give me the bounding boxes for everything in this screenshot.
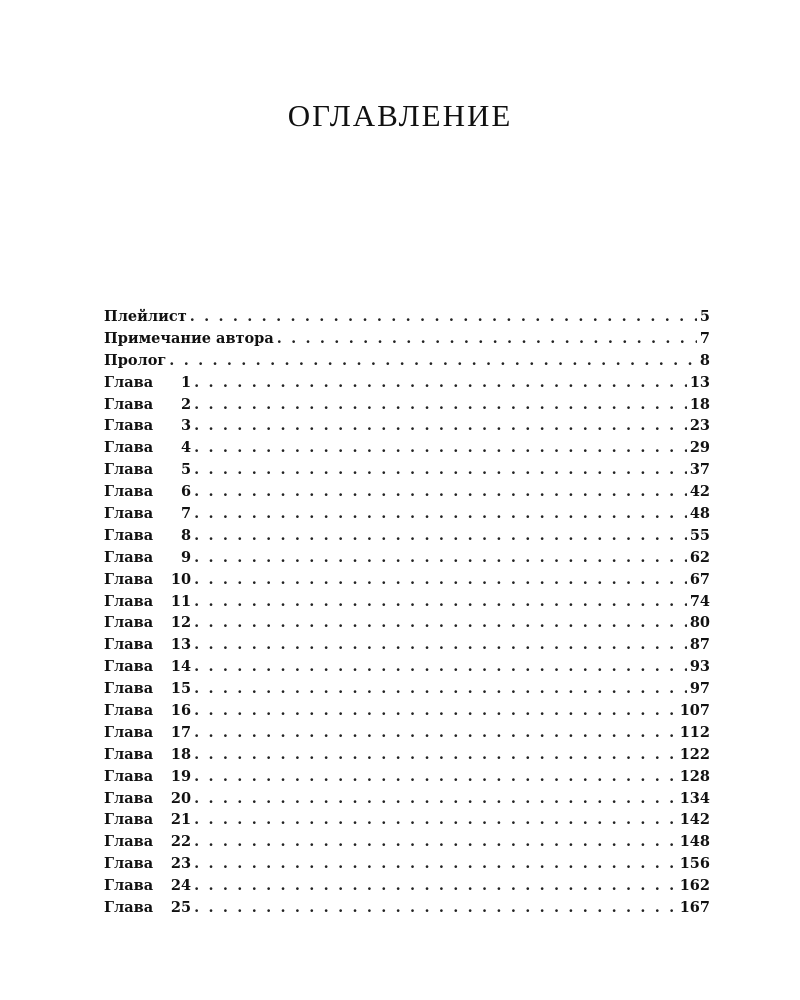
- toc-page-number: 62: [689, 548, 710, 566]
- toc-leader-dots: [194, 372, 687, 394]
- chapter-number: 25: [170, 899, 192, 917]
- toc-leader-dots: [194, 809, 677, 831]
- toc-page-number: 122: [679, 745, 710, 763]
- chapter-number: 24: [170, 877, 192, 895]
- toc-leader-dots: [194, 481, 687, 503]
- chapter-word: Глава: [104, 833, 154, 851]
- toc-leader-dots: [194, 503, 687, 525]
- chapter-number: 16: [170, 702, 192, 720]
- toc-entry-label: [104, 678, 191, 700]
- toc-entry-label: [104, 634, 191, 656]
- chapter-word: Глава: [104, 614, 154, 632]
- toc-entry-label: [104, 809, 191, 831]
- toc-leader-dots: [194, 875, 677, 897]
- chapter-number: 10: [170, 570, 192, 588]
- toc-entry-label: [104, 372, 191, 394]
- toc-leader-dots: [194, 678, 687, 700]
- toc-leader-dots: [194, 744, 677, 766]
- chapter-word: Глава: [104, 373, 154, 391]
- toc-entry-chapter[interactable]: [104, 525, 710, 547]
- toc-page-number: 87: [689, 636, 710, 654]
- chapter-number: 20: [170, 789, 192, 807]
- toc-leader-dots: [194, 831, 677, 853]
- chapter-word: Глава: [104, 702, 154, 720]
- toc-entry-chapter[interactable]: [104, 700, 710, 722]
- toc-entry-author-note[interactable]: [104, 328, 710, 350]
- toc-entry-chapter[interactable]: [104, 634, 710, 656]
- toc-entry-chapter[interactable]: [104, 372, 710, 394]
- chapter-number: 3: [181, 417, 192, 435]
- toc-entry-chapter[interactable]: [104, 744, 710, 766]
- toc-entry-chapter[interactable]: [104, 722, 710, 744]
- chapter-word: Глава: [104, 526, 154, 544]
- toc-entry-label: [104, 481, 191, 503]
- toc-page-number: 55: [689, 526, 710, 544]
- toc-entry-chapter[interactable]: [104, 459, 710, 481]
- chapter-number: 23: [170, 855, 192, 873]
- chapter-word: Глава: [104, 789, 154, 807]
- toc-page-number: 112: [679, 723, 710, 741]
- toc-entry-chapter[interactable]: [104, 831, 710, 853]
- chapter-number: 17: [170, 723, 192, 741]
- toc-entry-label: [104, 656, 191, 678]
- toc-leader-dots: [194, 722, 677, 744]
- toc-entry-label: Примечание автора: [104, 329, 274, 347]
- toc-page-number: 8: [699, 351, 710, 369]
- toc-entry-chapter[interactable]: [104, 503, 710, 525]
- toc-leader-dots: [169, 350, 697, 372]
- toc-page-number: 148: [679, 833, 710, 851]
- toc-page-number: 162: [679, 877, 710, 895]
- toc-leader-dots: [194, 897, 677, 919]
- toc-entry-label: [104, 437, 191, 459]
- chapter-word: Глава: [104, 680, 154, 698]
- toc-entry-chapter[interactable]: [104, 809, 710, 831]
- chapter-number: 21: [170, 811, 192, 829]
- toc-page-number: 142: [679, 811, 710, 829]
- toc-entry-chapter[interactable]: [104, 415, 710, 437]
- toc-page-number: 93: [689, 658, 710, 676]
- toc-entry-label: [104, 569, 191, 591]
- toc-page-number: 67: [689, 570, 710, 588]
- toc-leader-dots: [194, 415, 687, 437]
- toc-entry-chapter[interactable]: [104, 612, 710, 634]
- chapter-word: Глава: [104, 899, 154, 917]
- toc-page-number: 37: [689, 461, 710, 479]
- toc-leader-dots: [194, 656, 687, 678]
- toc-page-number: 97: [689, 680, 710, 698]
- toc-entry-label: Плейлист: [104, 308, 187, 325]
- toc-entry-chapter[interactable]: [104, 766, 710, 788]
- toc-page-number: 23: [689, 417, 710, 435]
- toc-entry-chapter[interactable]: [104, 394, 710, 416]
- toc-entry-label: Пролог: [104, 351, 167, 369]
- toc-page-number: 5: [699, 308, 710, 325]
- toc-leader-dots: [194, 853, 677, 875]
- chapter-number: 2: [181, 395, 192, 413]
- toc-leader-dots: [190, 306, 697, 328]
- chapter-word: Глава: [104, 592, 154, 610]
- chapter-word: Глава: [104, 877, 154, 895]
- chapter-word: Глава: [104, 658, 154, 676]
- chapter-word: Глава: [104, 505, 154, 523]
- toc-entry-chapter[interactable]: [104, 437, 710, 459]
- chapter-number: 18: [170, 745, 192, 763]
- toc-page-number: 29: [689, 439, 710, 457]
- chapter-word: Глава: [104, 417, 154, 435]
- chapter-word: Глава: [104, 855, 154, 873]
- chapter-number: 9: [181, 548, 192, 566]
- chapter-number: 12: [170, 614, 192, 632]
- toc-entry-label: [104, 831, 191, 853]
- chapter-word: Глава: [104, 636, 154, 654]
- toc-leader-dots: [194, 525, 687, 547]
- page-title: ОГЛАВЛЕНИЕ: [287, 98, 513, 133]
- toc-leader-dots: [194, 394, 687, 416]
- toc-entry-label: [104, 766, 191, 788]
- chapter-number: 13: [170, 636, 192, 654]
- toc-leader-dots: [194, 591, 687, 613]
- toc-entry-label: [104, 612, 191, 634]
- toc-entry-label: [104, 897, 191, 919]
- chapter-word: Глава: [104, 461, 154, 479]
- toc-leader-dots: [194, 459, 687, 481]
- toc-page-number: 48: [689, 505, 710, 523]
- toc-entry-label: [104, 744, 191, 766]
- toc-entry-label: [104, 700, 191, 722]
- toc-entry-label: [104, 415, 191, 437]
- toc-entry-label: [104, 591, 191, 613]
- chapter-number: 4: [181, 439, 192, 457]
- chapter-word: Глава: [104, 745, 154, 763]
- toc-page-number: 107: [679, 702, 710, 720]
- toc-entry-label: [104, 875, 191, 897]
- toc-entry-label: [104, 525, 191, 547]
- toc-leader-dots: [194, 766, 677, 788]
- toc-entry-chapter[interactable]: [104, 591, 710, 613]
- toc-page-number: 13: [689, 373, 710, 391]
- toc-entry-prologue[interactable]: [104, 350, 710, 372]
- chapter-word: Глава: [104, 570, 154, 588]
- chapter-word: Глава: [104, 811, 154, 829]
- toc-entry-chapter[interactable]: [104, 853, 710, 875]
- toc-page-number: 128: [679, 767, 710, 785]
- toc-entry-label: [104, 853, 191, 875]
- toc-page-number: 156: [679, 855, 710, 873]
- chapter-number: 22: [170, 833, 192, 851]
- toc-entry-playlist[interactable]: [104, 306, 710, 328]
- chapter-word: Глава: [104, 483, 154, 501]
- chapter-number: 8: [181, 526, 192, 544]
- chapter-word: Глава: [104, 439, 154, 457]
- toc-entry-label: [104, 788, 191, 810]
- toc-leader-dots: [194, 437, 687, 459]
- chapter-number: 11: [170, 592, 192, 610]
- toc-entry-label: [104, 547, 191, 569]
- chapter-number: 6: [181, 483, 192, 501]
- chapter-word: Глава: [104, 548, 154, 566]
- toc-page-number: 167: [679, 899, 710, 917]
- toc-entry-label: [104, 394, 191, 416]
- toc-page-number: 7: [699, 329, 710, 347]
- toc-page-number: 18: [689, 395, 710, 413]
- chapter-word: Глава: [104, 395, 154, 413]
- toc-page-number: 80: [689, 614, 710, 632]
- toc-leader-dots: [194, 612, 687, 634]
- toc-leader-dots: [194, 547, 687, 569]
- chapter-number: 1: [181, 373, 192, 391]
- toc-entry-chapter[interactable]: [104, 875, 710, 897]
- toc-leader-dots: [277, 328, 697, 350]
- toc-entry-chapter[interactable]: [104, 569, 710, 591]
- toc-page-number: 74: [689, 592, 710, 610]
- toc-leader-dots: [194, 788, 677, 810]
- toc-entry-label: [104, 722, 191, 744]
- chapter-number: 5: [181, 461, 192, 479]
- toc-entry-chapter[interactable]: [104, 788, 710, 810]
- chapter-word: Глава: [104, 723, 154, 741]
- toc-leader-dots: [194, 634, 687, 656]
- toc-leader-dots: [194, 569, 687, 591]
- toc-entry-chapter[interactable]: [104, 897, 710, 919]
- toc-entry-chapter[interactable]: [104, 547, 710, 569]
- table-of-contents: [104, 306, 710, 919]
- toc-entry-chapter[interactable]: [104, 656, 710, 678]
- toc-entry-chapter[interactable]: [104, 481, 710, 503]
- toc-entry-chapter[interactable]: [104, 678, 710, 700]
- chapter-number: 14: [170, 658, 192, 676]
- chapter-number: 19: [170, 767, 192, 785]
- chapter-number: 15: [170, 680, 192, 698]
- chapter-number: 7: [181, 505, 192, 523]
- toc-leader-dots: [194, 700, 677, 722]
- toc-entry-label: [104, 459, 191, 481]
- chapter-word: Глава: [104, 767, 154, 785]
- toc-page-number: 134: [679, 789, 710, 807]
- toc-page-number: 42: [689, 483, 710, 501]
- toc-entry-label: [104, 503, 191, 525]
